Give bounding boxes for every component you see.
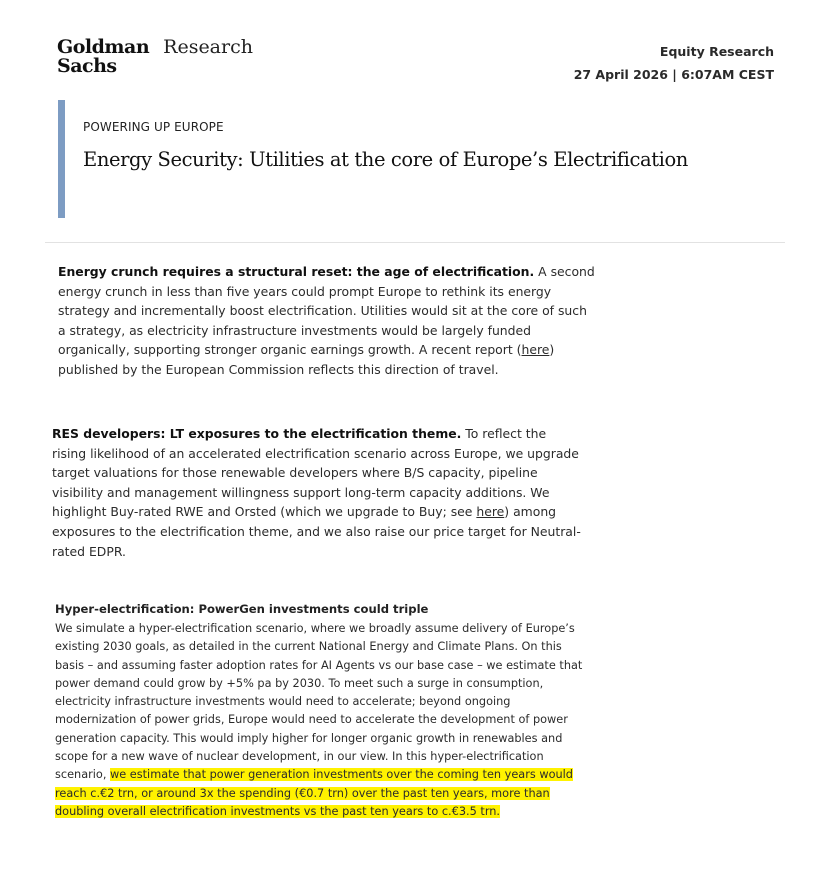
doc-type: Equity Research <box>659 44 774 59</box>
title-accent-bar <box>58 100 65 218</box>
publish-date: 27 April 2026 | 6:07AM CEST <box>573 67 774 82</box>
logo-line-1: Goldman <box>57 36 150 58</box>
logo-wordmark <box>57 38 149 76</box>
header-meta <box>574 40 774 86</box>
section-body: To reflect the rising likelihood of an accelerated electrification scenario across Europe, we upgrade target valuations for those renewable developers where B/S capacity, pipeline visibility and management willingness support long-term capacity additions. We highlight Buy-rated RWE and Orsted (which we upgrade to Buy; see <box>52 426 579 520</box>
here-link[interactable]: here <box>476 504 505 520</box>
section-heading: Energy crunch requires a structural reset: the age of electrification. <box>58 264 535 279</box>
logo-line-2: Sachs <box>57 55 117 77</box>
section-body: We simulate a hyper-electrification scenario, where we broadly assume delivery of Europe’s existing 2030 goals, as detailed in the current National Energy and Climate Plans. On this basis – and assuming faster adoption rates for AI Agents vs our base case – we estimate that power demand could grow by +5% pa by 2030. To meet such a surge in consumption, electricity infrastructure investments would need to accelerate; beyond ongoing modernization of power grids, Europe would need to accelerate the development of power generation capacity. This would imply higher for longer organic growth in renewables and scope for a new wave of nuclear development, in our view. In this hyper-electrification scenario, <box>55 622 583 782</box>
section-res-developers <box>52 424 582 561</box>
section-hyper-electrification-heading: Hyper-electrification: PowerGen investments could triple <box>55 602 429 616</box>
section-body-end: ) published by the European Commission reflects this direction of travel. <box>58 342 555 377</box>
section-body: A second energy crunch in less than five years could prompt Europe to rethink its energy strategy and incrementally boost electrification. Utilities would sit at the core of such a strategy, as electricity infrastructure investments would be largely funded organically, supporting stronger organic earnings growth. A recent report ( <box>58 264 595 358</box>
header-divider <box>45 242 785 243</box>
section-body-end: ) among exposures to the electrification theme, and we also raise our price target for Neutral-rated EDPR. <box>52 504 581 559</box>
section-hyper-electrification <box>55 620 585 821</box>
gs-logo[interactable] <box>57 38 253 76</box>
section-heading: RES developers: LT exposures to the electrification theme. <box>52 426 462 441</box>
section-energy-crunch <box>58 262 598 380</box>
here-link[interactable]: here <box>521 342 550 358</box>
report-kicker: POWERING UP EUROPE <box>83 120 224 134</box>
title-block <box>58 100 758 218</box>
logo-research-label: Research <box>163 36 253 58</box>
report-title: Energy Security: Utilities at the core of Europe’s Electrification <box>83 148 688 171</box>
highlighted-text: we estimate that power generation investments over the coming ten years would reach c.€2 trn, or around 3x the spending (€0.7 trn) over the past ten years, more than doubling overall electrification investments vs the past ten years to c.€3.5 trn. <box>55 768 573 818</box>
